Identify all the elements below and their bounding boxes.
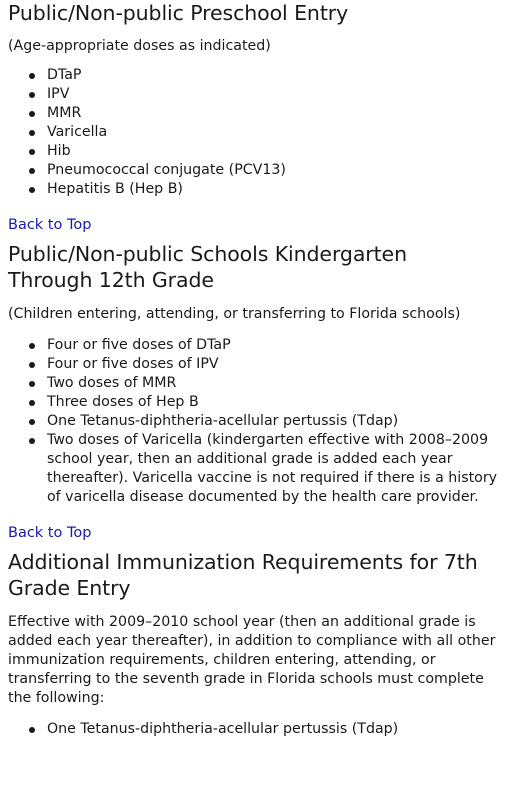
back-to-top-link[interactable]: Back to Top: [8, 217, 92, 233]
k12-heading-line2: Through 12th Grade: [8, 268, 214, 292]
k12-heading-line1: Public/Non-public Schools Kindergarten: [8, 242, 407, 266]
list-item: Three doses of Hep B: [47, 393, 504, 412]
preschool-entry-section: [8, 0, 504, 235]
seventh-grade-heading-line1: Additional Immunization Requirements for 7th: [8, 550, 478, 574]
list-item: Four or five doses of IPV: [47, 355, 504, 374]
list-item: DTaP: [47, 66, 504, 85]
k12-section: [8, 241, 504, 543]
seventh-grade-section: [8, 549, 504, 739]
k12-heading: [8, 241, 504, 293]
list-item: Two doses of Varicella (kindergarten effective with 2008–2009 school year, then an additional grade is added each year thereafter). Varicella vaccine is not required if there is a history of varicella disease documented by the health care provider.: [47, 431, 504, 507]
k12-vaccine-list: [8, 336, 504, 507]
list-item: Varicella: [47, 123, 504, 142]
k12-note: (Children entering, attending, or transferring to Florida schools): [8, 306, 461, 322]
preschool-entry-note: (Age-appropriate doses as indicated): [8, 38, 271, 54]
list-item: IPV: [47, 85, 504, 104]
list-item: One Tetanus-diphtheria-acellular pertussis (Tdap): [47, 412, 504, 431]
list-item: MMR: [47, 104, 504, 123]
seventh-grade-body: Effective with 2009–2010 school year (then an additional grade is added each year thereafter), in addition to compliance with all other immunization requirements, children entering, attending, or transferring to the seventh grade in Florida schools must complete the following:: [8, 614, 496, 706]
seventh-grade-heading: [8, 549, 504, 601]
list-item: Hepatitis B (Hep B): [47, 180, 504, 199]
list-item: Four or five doses of DTaP: [47, 336, 504, 355]
seventh-grade-heading-line2: Grade Entry: [8, 576, 131, 600]
preschool-vaccine-list: [8, 66, 504, 199]
list-item: One Tetanus-diphtheria-acellular pertussis (Tdap): [47, 720, 504, 739]
preschool-entry-heading: Public/Non-public Preschool Entry: [8, 1, 349, 25]
list-item: Hib: [47, 142, 504, 161]
list-item: Two doses of MMR: [47, 374, 504, 393]
seventh-grade-vaccine-list: [8, 720, 504, 739]
list-item: Pneumococcal conjugate (PCV13): [47, 161, 504, 180]
back-to-top-link[interactable]: Back to Top: [8, 525, 92, 541]
